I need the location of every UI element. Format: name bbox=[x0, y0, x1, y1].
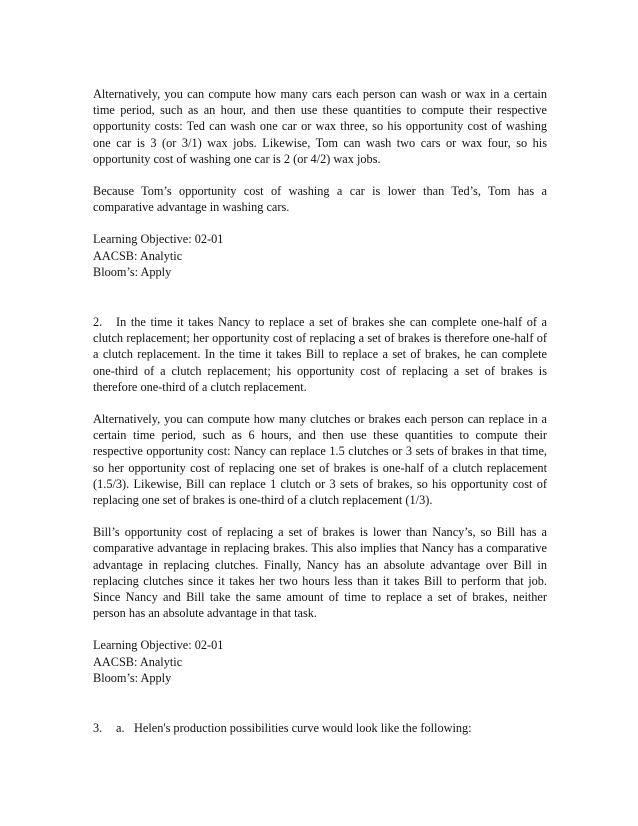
paragraph-bill-advantage: Bill’s opportunity cost of replacing a set of brakes is lower than Nancy’s, so Bill has a comparative advantage in replacing brakes. This also implies that Nancy has a comparative advantage in replacing clutches. Finally, Nancy has an absolute advantage over Bill in replacing clutches since it takes her two hours less than it takes Bill to perform that job. Since Nancy and Bill take the same amount of time to replace a set of brakes, neither person has an absolute advantage in that task. bbox=[93, 525, 547, 621]
sub-question-label: a. bbox=[116, 721, 125, 736]
learning-objective: Learning Objective: 02-01 bbox=[93, 638, 224, 653]
paragraph-alternative-clutches: Alternatively, you can compute how many clutches or brakes each person can replace in a certain time period, such as 6 hours, and then use these quantities to compute their respective opportunity cost: Nancy can replace 1.5 clutches or 3 sets of brakes in that time, so her opportunity cost of replacing one set of brakes is one-half of a clutch replacement (1.5/3). Likewise, Bill can replace 1 clutch or 3 sets of brakes, so his opportunity cost of replacing one set of brakes is one-third of a clutch replacement (1/3). bbox=[93, 412, 547, 508]
paragraph-tom-advantage: Because Tom’s opportunity cost of washing a car is lower than Ted’s, Tom has a comparative advantage in washing cars. bbox=[93, 184, 547, 215]
question-3-text: Helen's production possibilities curve would look like the following: bbox=[134, 721, 472, 736]
question-number: 3. bbox=[93, 721, 103, 736]
question-number: 2. bbox=[93, 315, 103, 330]
aacsb-label: AACSB: Analytic bbox=[93, 248, 183, 263]
learning-objective: Learning Objective: 02-01 bbox=[93, 232, 224, 247]
learning-meta-2 bbox=[93, 637, 547, 686]
question-2-text: In the time it takes Nancy to replace a set of brakes she can complete one-half of a clutch replacement; her opportunity cost of replacing a set of brakes is therefore one-half of a clutch replacement. In the time it takes Bill to replace a set of brakes, he can complete one-third of a clutch replacement; his opportunity cost of replacing a set of brakes is therefore one-third of a clutch replacement. bbox=[93, 315, 547, 394]
question-2-paragraph bbox=[93, 314, 547, 395]
document-body bbox=[93, 86, 547, 752]
learning-meta-1 bbox=[93, 231, 547, 280]
paragraph-alternative-cars: Alternatively, you can compute how many cars each person can wash or wax in a certain time period, such as an hour, and then use these quantities to compute their respective opportunity costs: Ted can wash one car or wax three, so his opportunity cost of washing one car is 3 (or 3/1) wax jobs. Likewise, Tom can wash two cars or wax four, so his opportunity cost of washing one car is 2 (or 4/2) wax jobs. bbox=[93, 87, 547, 166]
blooms-label: Bloom’s: Apply bbox=[93, 264, 172, 279]
aacsb-label: AACSB: Analytic bbox=[93, 654, 183, 669]
blooms-label: Bloom’s: Apply bbox=[93, 670, 172, 685]
question-3-paragraph bbox=[93, 720, 547, 736]
